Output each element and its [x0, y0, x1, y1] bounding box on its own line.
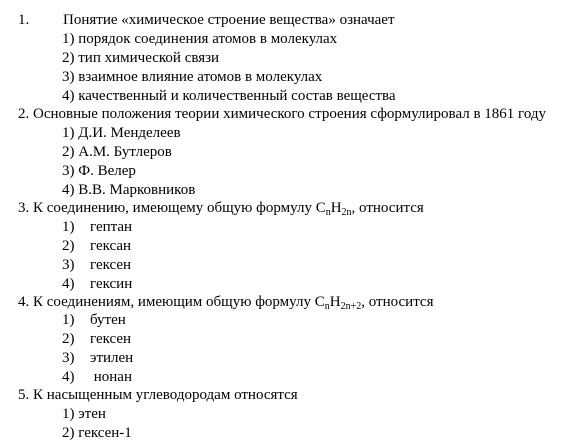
question-4-option-1: [62, 311, 126, 330]
formula-h: H: [329, 294, 341, 310]
option-number: 4): [62, 369, 75, 385]
option-number: 4): [62, 276, 75, 292]
option-text: этилен: [90, 350, 134, 366]
option-text: гексен: [90, 331, 132, 347]
question-2-option-4: 4) В.В. Марковников: [62, 182, 196, 198]
question-1-option-3: 3) взаимное влияние атомов в молекулах: [62, 69, 323, 85]
formula-subscript-n: n: [325, 207, 331, 218]
question-2-option-2: 2) А.М. Бутлеров: [62, 144, 172, 160]
question-2-option-1: 1) Д.И. Менделеев: [62, 125, 181, 141]
question-4-option-4: [62, 368, 132, 387]
option-text: гексин: [90, 276, 133, 292]
question-4-text-after: , относится: [361, 294, 434, 310]
question-4-option-2: [62, 330, 131, 349]
formula-subscript-2n: 2n: [341, 207, 352, 218]
question-1-option-2: 2) тип химической связи: [62, 50, 220, 66]
question-5-option-1: 1) этен: [62, 406, 106, 422]
question-3-text-before: 3. К соединению, имеющему общую формулу C: [18, 200, 326, 216]
question-1-option-1: 1) порядок соединения атомов в молекулах: [62, 31, 338, 47]
formula-subscript-n: n: [324, 301, 330, 312]
option-number: 2): [62, 331, 75, 347]
option-number: 1): [62, 312, 75, 328]
question-3-option-3: [62, 256, 131, 275]
question-1-option-4: 4) качественный и количественный состав вещества: [62, 88, 396, 104]
question-4-option-3: [62, 349, 133, 368]
question-1-text: Понятие «химическое строение вещества» означает: [63, 12, 395, 28]
option-number: 3): [62, 257, 75, 273]
formula-h: H: [330, 200, 342, 216]
question-3-option-2: [62, 237, 131, 256]
question-3-option-4: [62, 275, 132, 294]
question-5-text: 5. К насыщенным углеводородам относятся: [18, 387, 298, 403]
option-number: 1): [62, 219, 75, 235]
option-text: гептан: [90, 219, 133, 235]
option-text: гексан: [90, 238, 132, 254]
question-1-number: 1.: [18, 12, 30, 28]
option-number: 2): [62, 238, 75, 254]
question-3-text-after: , относится: [351, 200, 424, 216]
question-3-text: [18, 199, 424, 218]
question-2-option-3: 3) Ф. Велер: [62, 163, 136, 179]
question-5-option-2: 2) гексен-1: [62, 425, 132, 441]
option-text: гексен: [90, 257, 132, 273]
formula-subscript-2n-plus-2: 2n+2: [340, 301, 362, 312]
option-number: 3): [62, 350, 75, 366]
question-4-text-before: 4. К соединениям, имеющим общую формулу C: [18, 294, 325, 310]
question-4-text: [18, 293, 434, 312]
question-2-text: 2. Основные положения теории химического строения сформулировал в 1861 году: [18, 106, 547, 122]
option-text: бутен: [90, 312, 126, 328]
question-3-option-1: [62, 218, 132, 237]
option-text: нонан: [90, 369, 132, 385]
